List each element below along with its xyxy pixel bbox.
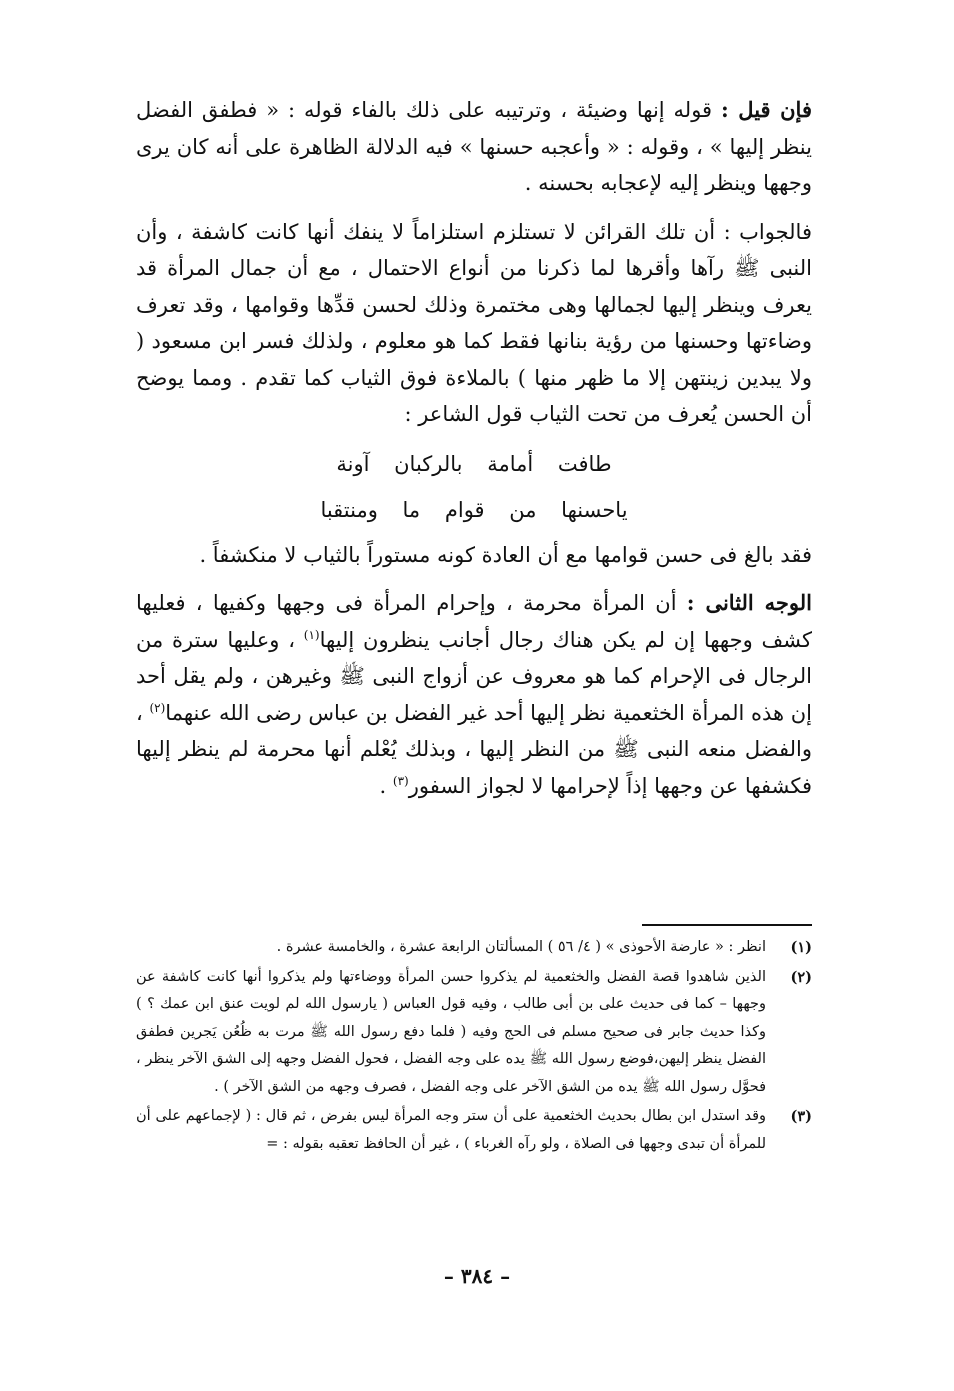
paragraph-text: .: [379, 773, 393, 798]
footnote-text: انظر : « عارضة الأحوذى » ( ٤/ ٥٦ ) المسألتان الرابعة عشرة ، والخامسة عشرة .: [276, 939, 766, 955]
footnote-ref-3[interactable]: (٣): [392, 773, 409, 788]
paragraph-text: ، وعليها سترة من الرجال فى الإحرام كما هو معروف عن أزواج النبى ﷺ وغيرهن ، ولم يقل أحد إن هذه المرأة الخثعمية نظر إليها أحد غير الفضل بن عباس رضى الله عنهما: [136, 627, 813, 725]
paragraph-answer: [136, 214, 812, 433]
footnote-text: وقد استدل ابن بطال بحديث الخثعمية على أن ستر وجه المرأة ليس بفرض ، ثم قال : ( لإجماعهم على أن للمرأة أن تبدى وجهها فى الصلاة ، ولو رآه الغرباء ) ، غير أن الحافظ تعقبه بقوله : =: [136, 1108, 766, 1152]
footnotes: [136, 934, 812, 1158]
paragraph-text: أن المرأة محرمة ، وإحرام المرأة فى وجهها وكفيها ، فعليها كشف وجهها إن لم يكن هناك رجال أجانب ينظرون إليها: [136, 591, 812, 652]
paragraph-conclusion: [136, 537, 812, 574]
poem-verse-1: طافت أمامة بالركبان آونة: [336, 451, 612, 476]
page-number: – ٣٨٤ –: [443, 1264, 511, 1288]
footnote-number: (٢): [790, 968, 812, 986]
footnote-text: الذين شاهدوا قصة الفضل والخثعمية لم يذكروا حسن المرأة ووضاءتها ولم يذكروا أنها كانت كاشفة عن وجهها – كما فى حديث على بن أبى طالب ، وفيه قول العباس ( يارسول الله لم لويت عنق ابن عمك ؟ ) وكذا حديث جابر فى صحيح مسلم فى الحج وفيه ( فلما دفع رسول الله ﷺ مرت به ظُعُن يَجرين فطفق الفضل ينظر إليهن،فوضع رسول الله ﷺ يده على وجه الفضل ، فحول الفضل وجهه إلى الشق الآخر ينظر ، فحوَّل رسول الله ﷺ يده من الشق الآخر على وجه الفضل ، فصرف وجهه من الشق الآخر ) .: [136, 968, 766, 1095]
footnote-1: [136, 934, 812, 962]
footnote-number: (١): [790, 939, 812, 956]
paragraph-lead: فإن قيل :: [721, 97, 812, 122]
footnote-ref-1[interactable]: (١): [303, 627, 320, 642]
footnote-separator: [642, 924, 812, 926]
footnote-number: (٣): [790, 1108, 812, 1125]
poem: [136, 441, 812, 533]
footnote-3: [136, 1103, 812, 1158]
footnote-2: [136, 964, 812, 1102]
paragraph-second-aspect: [136, 585, 812, 804]
paragraph-text: فالجواب : أن تلك القرائن لا تستلزم استلزاماً لا ينفك أنها كانت كاشفة ، وأن النبى ﷺ رآها وأقرها لما ذكرنا من أنواع الاحتمال ، مع أن جمال المرأة قد يعرف وينظر إليها لجمالها وهى مختمرة وذلك لحسن قدِّها وقوامها ، وقد تعرف وضاءتها وحسنها من رؤية بنانها فقط كما هو معلوم ، ولذلك فسر ابن مسعود ( ولا يبدين زينتهن إلا ما ظهر منها ) بالملاءة فوق الثياب كما تقدم . ومما يوضح أن الحسن يُعرف من تحت الثياب قول الشاعر :: [136, 219, 812, 426]
paragraph-text: ، والفضل منعه النبى ﷺ من النظر إليها ، وبذلك يُعْلم أنها محرمة لم ينظر إليها فكشفها عن وجهها إذاً لإحرامها لا لجواز السفور: [136, 700, 812, 798]
footnote-ref-2[interactable]: (٢): [149, 700, 166, 715]
poem-verse-2: ياحسنها من قوام ما ومنتقبا: [320, 497, 628, 522]
paragraph-text: فقد بالغ فى حسن قوامها مع أن العادة كونه مستوراً بالثياب لا منكشفاً .: [199, 542, 812, 567]
paragraph-objection: [136, 92, 812, 202]
paragraph-lead: الوجه الثانى :: [686, 590, 812, 615]
main-text: [136, 92, 812, 804]
paragraph-text: قوله إنها وضيئة ، وترتيبه على ذلك بالفاء قوله : « فطفق الفضل ينظر إليها » ، وقوله : « وأعجبه حسنها » فيه الدلالة الظاهرة على أنه كان يرى وجهها وينظر إليه لإعجابه بحسنه .: [136, 98, 812, 195]
